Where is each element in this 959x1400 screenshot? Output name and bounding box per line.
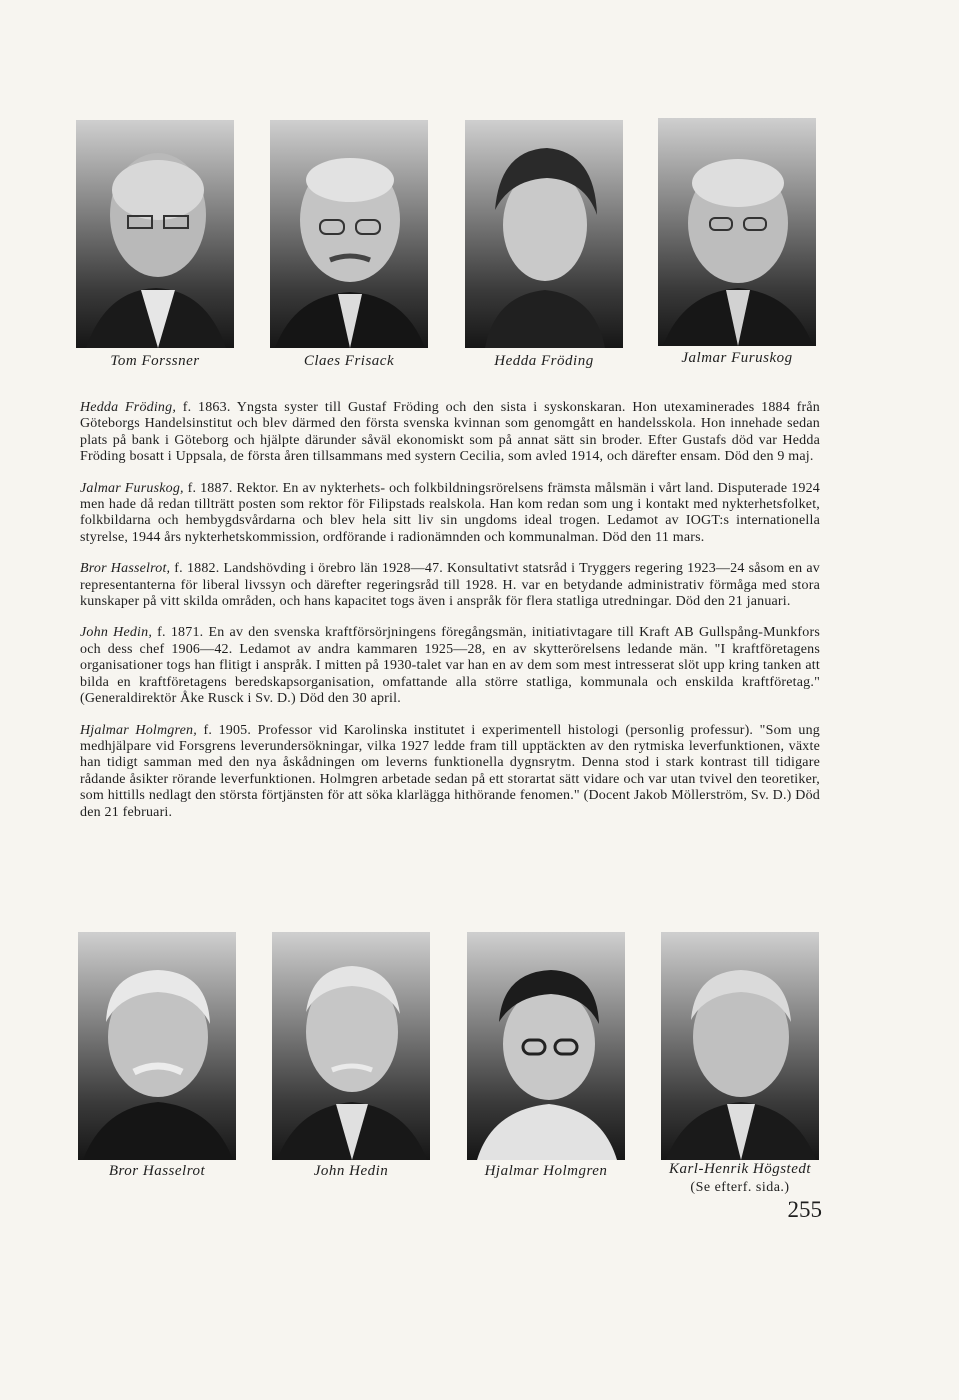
page-number: 255 [787,1197,822,1222]
bio-text: f. 1871. En av den svenska kraftförsörjningens föregångsmän, initiativtagare till Kraft AB Gullspång-Munkfors och dess chef 1906—42. Ledamot av andra kammaren 1925—28, en av skytterörelsens ledande män. "I kraftföretagens organisationer togs han flitigt i anspråk. I mitten på 1930-talet var han en av dem som mest intresserat slöt upp kring tanken att bilda en kraftföretagens beredskapsorganisation, omfattande alla större statliga, kommunala och enskilda kraftföretag." (Generaldirektör Åke Rusck i Sv. D.) Död den 30 april. [80,625,820,707]
bio-jalmar-furuskog [80,481,820,547]
bio-name: Jalmar Furuskog, [80,480,184,496]
portrait-hjalmar-holmgren [467,932,625,1160]
bio-name: Hedda Fröding, [80,400,177,415]
portrait-karl-henrik-hogstedt [661,932,819,1160]
bio-name: John Hedin, [80,625,153,641]
biographies [80,400,820,836]
caption-see-next-page: (Se efterf. sida.) [690,1180,790,1195]
bio-text: f. 1905. Professor vid Karolinska institutet i experimentell histologi (personlig professur). "Som ung medhjälpare vid Forsgrens leverundersökningar, vilka 1927 ledde fram till upptäckten av den rytmiska leverfunktionen, växte han tidigt samman med den nya åskådningen om leverns funktionella dygnsrytm. Denna stod i stark kontrast till tidigare rådande åsikter rörande leverfunktionen. Holmgren arbetade sedan på ett storartat sätt vidare och var utan tvivel den teoretiker, som hittills nedlagt den största förtjänsten för att söka klarlägga hithörande fenomen." (Docent Jakob Möllerström, Sv. D.) Död den 21 februari. [80,722,820,820]
bio-name: Bror Hasselrot, [80,561,171,577]
caption-jalmar-furuskog: Jalmar Furuskog [681,350,793,366]
portrait-bror-hasselrot [78,932,236,1160]
caption-tom-forssner: Tom Forssner [110,353,200,369]
bio-john-hedin [80,625,820,707]
caption-bror-hasselrot: Bror Hasselrot [108,1163,206,1179]
bio-text: f. 1863. Yngsta syster till Gustaf Fröding och den sista i syskonskaran. Hon utexaminerades 1884 från Göteborgs Handelsinstitut och blev därmed den första svenska kvinnan som genomgått en handelsskola. Hon innehade sedan plats på bank i Göteborg och hjälpte därunder såväl ekonomiskt som på annat sätt sin broder. Efter Gustafs död var Hedda Fröding bosatt i Uppsala, de första åren tillsammans med systern Cecilia, som avled 1914, och därefter ensam. Död den 9 maj. [80,400,820,465]
bio-text: f. 1887. Rektor. En av nykterhets- och folkbildningsrörelsens främsta målsmän i vårt land. Disputerade 1924 men hade då redan tillträtt posten som rektor för Filipstads realskola. Han kom redan som ung i kontakt med nykterhetsfolket, folkbildarna och hembygdsvårdarna och blev hela sitt liv sin ungdoms ideal trogen. Ledamot av IOGT:s internationella styrelse, 1944 års nykterhetskommission, ordförande i radionämnden och kommunalman. Död den 11 mars. [80,480,820,545]
caption-john-hedin: John Hedin [313,1163,389,1179]
bio-hedda-froding [80,400,820,466]
bio-hjalmar-holmgren [80,723,820,821]
caption-claes-frisack: Claes Frisack [303,353,395,369]
portrait-john-hedin [272,932,430,1160]
caption-karl-henrik-hogstedt: Karl-Henrik Högstedt [668,1161,812,1177]
caption-hedda-froding: Hedda Fröding [494,353,594,369]
caption-hjalmar-holmgren: Hjalmar Holmgren [484,1163,608,1179]
bio-bror-hasselrot [80,561,820,610]
bio-text: f. 1882. Landshövding i örebro län 1928—47. Konsultativt statsråd i Tryggers regering 1923—24 såsom en av representanterna för liberal livssyn och därefter regeringsråd till 1928. H. var en betydande administrativ förmåga med stora kunskaper på vitt skilda områden, och hans kapacitet togs även i anspråk för flera statliga utredningar. Död den 21 januari. [80,561,820,610]
bio-name: Hjalmar Holmgren, [80,722,197,738]
